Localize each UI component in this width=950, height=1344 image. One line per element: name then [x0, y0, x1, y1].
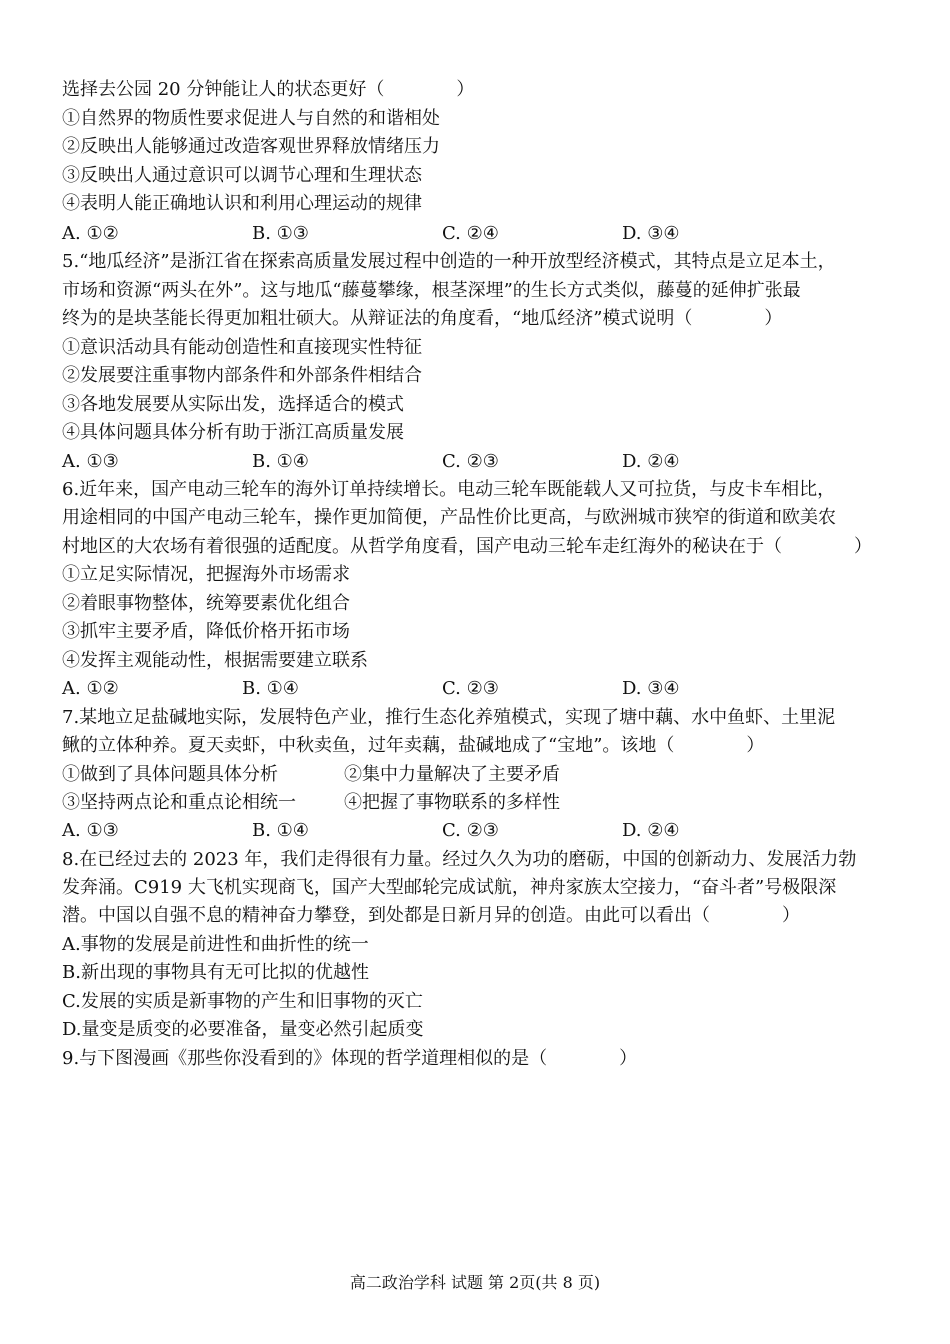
q6-item-4: ④发挥主观能动性，根据需要建立联系	[62, 650, 368, 671]
q7-items-row-2	[62, 791, 892, 815]
q6-stem-line-1: 6.近年来，国产电动三轮车的海外订单持续增长。电动三轮车既能载人又可拉货，与皮卡车相比，	[62, 479, 836, 500]
q7-options	[62, 819, 892, 843]
q5-stem-line-3: 终为的是块茎能长得更加粗壮硕大。从辩证法的角度看，“地瓜经济”模式说明（ ）	[62, 308, 783, 329]
page-footer: 高二政治学科 试题 第 2页(共 8 页)	[349, 1273, 601, 1292]
q6-item-2: ②着眼事物整体，统筹要素优化组合	[62, 593, 350, 614]
q6-option-b: B. ①④	[242, 678, 299, 699]
q5-stem-line-2: 市场和资源“两头在外”。这与地瓜“藤蔓攀缘，根茎深埋”的生长方式类似，藤蔓的延伸扩张最	[62, 280, 801, 301]
q6-stem-line-3: 村地区的大农场有着很强的适配度。从哲学角度看，国产电动三轮车走红海外的秘诀在于（ ）	[62, 536, 872, 557]
q9-stem: 9.与下图漫画《那些你没看到的》体现的哲学道理相似的是（ ）	[62, 1048, 638, 1069]
q5-item-4: ④具体问题具体分析有助于浙江高质量发展	[62, 422, 404, 443]
q7-option-b: B. ①④	[252, 820, 309, 841]
q8-stem-line-2: 发奔涌。C919 大飞机实现商飞，国产大型邮轮完成试航，神舟家族太空接力，“奋斗者”号极限深	[62, 877, 837, 898]
q4-option-c: C. ②④	[442, 223, 499, 244]
q5-item-1: ①意识活动具有能动创造性和直接现实性特征	[62, 337, 422, 358]
q5-options	[62, 450, 892, 474]
q8-choice-b: B.新出现的事物具有无可比拟的优越性	[62, 962, 369, 983]
q4-item-2: ②反映出人能够通过改造客观世界释放情绪压力	[62, 136, 440, 157]
q4-item-3: ③反映出人通过意识可以调节心理和生理状态	[62, 165, 422, 186]
q5-option-c: C. ②③	[442, 451, 499, 472]
q7-item-1: ①做到了具体问题具体分析	[62, 764, 278, 785]
q6-option-d: D. ③④	[622, 678, 680, 699]
q5-option-a: A. ①③	[62, 451, 119, 472]
q7-items-row-1	[62, 763, 892, 787]
q4-item-1: ①自然界的物质性要求促进人与自然的和谐相处	[62, 108, 440, 129]
q7-stem-line-2: 鳅的立体种养。夏天卖虾，中秋卖鱼，过年卖藕，盐碱地成了“宝地”。该地（ ）	[62, 735, 765, 756]
q8-choice-d: D.量变是质变的必要准备，量变必然引起质变	[62, 1019, 424, 1040]
q6-options	[62, 677, 892, 701]
q4-item-4: ④表明人能正确地认识和利用心理运动的规律	[62, 193, 422, 214]
q7-option-c: C. ②③	[442, 820, 499, 841]
q6-stem-line-2: 用途相同的中国产电动三轮车，操作更加简便，产品性价比更高，与欧洲城市狭窄的街道和欧美农	[62, 507, 836, 528]
q4-stem: 选择去公园 20 分钟能让人的状态更好（ ）	[62, 79, 475, 100]
q6-option-a: A. ①②	[62, 678, 119, 699]
q7-option-a: A. ①③	[62, 820, 119, 841]
q6-item-3: ③抓牢主要矛盾，降低价格开拓市场	[62, 621, 350, 642]
q7-item-3: ③坚持两点论和重点论相统一	[62, 792, 296, 813]
q8-stem-line-3: 潜。中国以自强不息的精神奋力攀登，到处都是日新月异的创造。由此可以看出（ ）	[62, 905, 800, 926]
q5-option-b: B. ①④	[252, 451, 309, 472]
q4-option-b: B. ①③	[252, 223, 309, 244]
q7-item-4: ④把握了事物联系的多样性	[344, 792, 560, 813]
q7-item-2: ②集中力量解决了主要矛盾	[344, 764, 560, 785]
q8-choice-a: A.事物的发展是前进性和曲折性的统一	[62, 934, 369, 955]
q4-option-a: A. ①②	[62, 223, 119, 244]
q7-stem-line-1: 7.某地立足盐碱地实际，发展特色产业，推行生态化养殖模式，实现了塘中藕、水中鱼虾、土里泥	[62, 707, 836, 728]
q5-option-d: D. ②④	[622, 451, 680, 472]
q8-choice-c: C.发展的实质是新事物的产生和旧事物的灭亡	[62, 991, 423, 1012]
q6-option-c: C. ②③	[442, 678, 499, 699]
q5-stem-line-1: 5.“地瓜经济”是浙江省在探索高质量发展过程中创造的一种开放型经济模式，其特点是立足本土，	[62, 251, 836, 272]
q4-options	[62, 222, 892, 246]
q6-item-1: ①立足实际情况，把握海外市场需求	[62, 564, 350, 585]
q5-item-2: ②发展要注重事物内部条件和外部条件相结合	[62, 365, 422, 386]
q8-stem-line-1: 8.在已经过去的 2023 年，我们走得很有力量。经过久久为功的磨砺，中国的创新动力、发展活力勃	[62, 849, 857, 870]
q5-item-3: ③各地发展要从实际出发，选择适合的模式	[62, 394, 404, 415]
q7-option-d: D. ②④	[622, 820, 680, 841]
q4-option-d: D. ③④	[622, 223, 680, 244]
